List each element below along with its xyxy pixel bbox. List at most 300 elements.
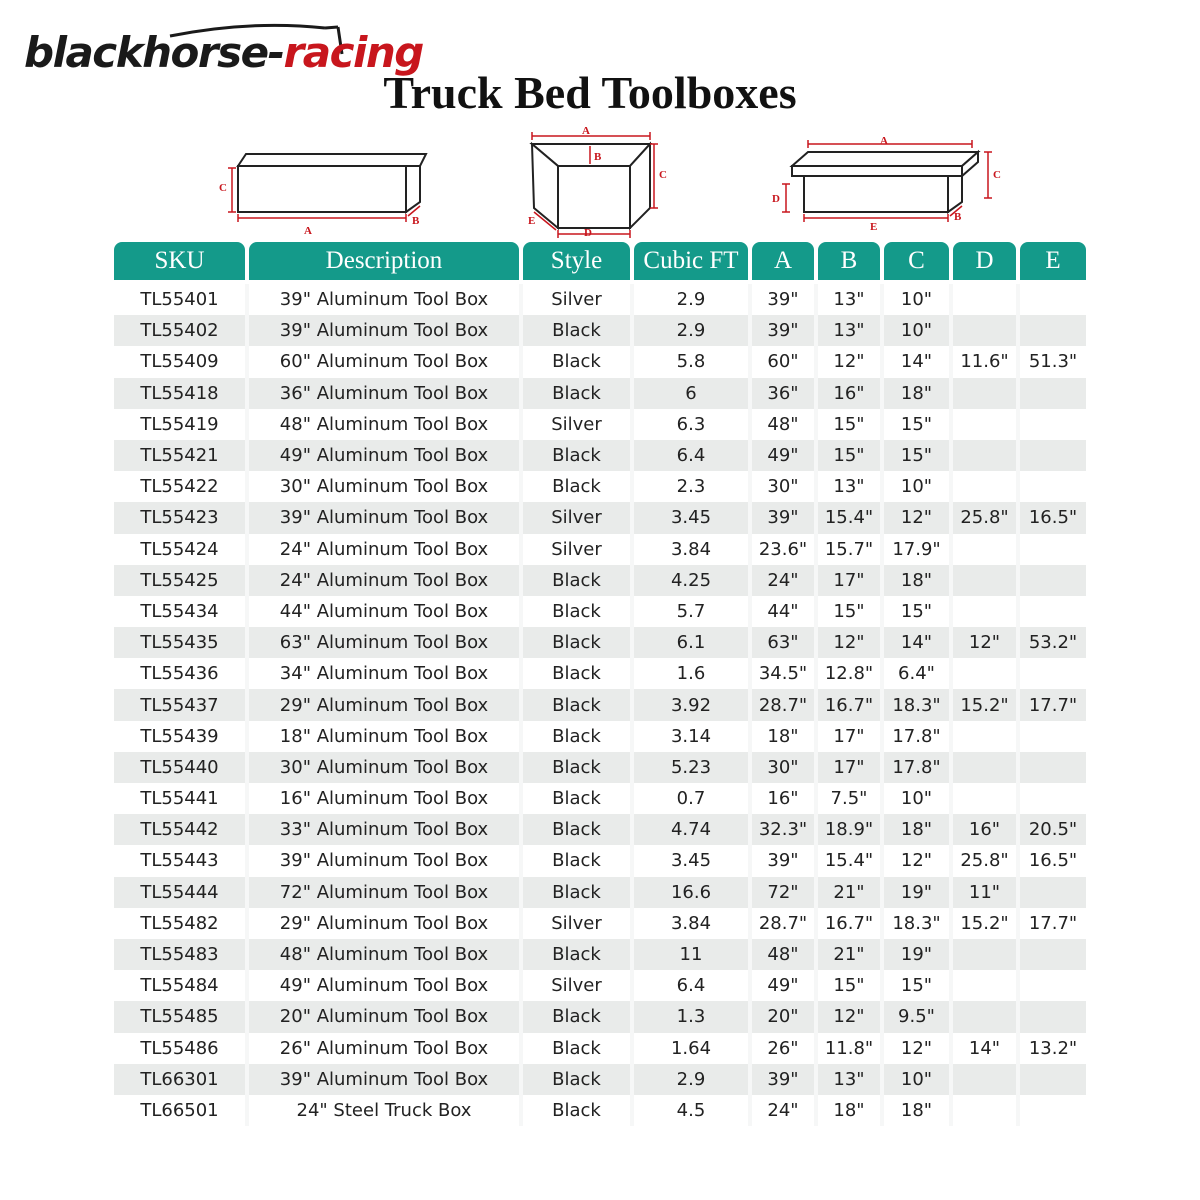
cell-e [1020,877,1086,908]
cell-a: 63" [752,627,818,658]
cell-c: 10" [884,284,953,315]
cell-style: Black [523,845,634,876]
page-title: Truck Bed Toolboxes [383,67,797,118]
table-row [114,814,1086,845]
cell-a: 32.3" [752,814,818,845]
cell-description: 29" Aluminum Tool Box [249,908,523,939]
table-row [114,689,1086,720]
diagram2-label-d: D [584,227,592,239]
cell-description: 20" Aluminum Tool Box [249,1001,523,1032]
table-row [114,783,1086,814]
cell-cubic-ft: 3.45 [634,502,752,533]
cell-a: 28.7" [752,689,818,720]
cell-sku: TL55424 [114,534,249,565]
diagram-wheelwell-box [766,132,1006,234]
diagram2-label-c: C [659,169,667,181]
column-header-e: E [1020,242,1086,280]
cell-a: 39" [752,1064,818,1095]
cell-e [1020,565,1086,596]
cell-a: 39" [752,284,818,315]
diagram3-label-d: D [772,193,780,205]
cell-c: 10" [884,315,953,346]
cell-b: 17" [818,752,884,783]
cell-c: 10" [884,783,953,814]
brand-name-dark: blackhorse- [24,28,284,77]
cell-style: Black [523,596,634,627]
cell-style: Black [523,565,634,596]
cell-a: 72" [752,877,818,908]
cell-sku: TL55435 [114,627,249,658]
diagram-standard-box [210,146,440,238]
cell-description: 34" Aluminum Tool Box [249,658,523,689]
cell-style: Black [523,814,634,845]
table-row [114,1095,1086,1126]
cell-b: 16" [818,378,884,409]
cell-e [1020,1064,1086,1095]
cell-cubic-ft: 5.8 [634,346,752,377]
table-body [114,284,1086,1126]
cell-sku: TL55421 [114,440,249,471]
cell-style: Black [523,939,634,970]
cell-b: 16.7" [818,689,884,720]
cell-a: 39" [752,502,818,533]
table-row [114,721,1086,752]
cell-e [1020,1095,1086,1126]
cell-b: 21" [818,939,884,970]
cell-b: 15.4" [818,845,884,876]
cell-e: 51.3" [1028,351,1078,373]
table-row [114,845,1086,876]
cell-sku: TL55443 [114,845,249,876]
cell-e [1020,721,1086,752]
cell-e: 17.7" [1028,694,1078,716]
cell-b: 15" [818,970,884,1001]
diagram3-label-c: C [993,169,1001,181]
cell-style: Black [523,1033,634,1064]
table-row [114,596,1086,627]
cell-style: Silver [523,970,634,1001]
cell-style: Black [523,783,634,814]
diagram-chest-box [522,124,672,240]
cell-description: 63" Aluminum Tool Box [249,627,523,658]
cell-a: 44" [752,596,818,627]
cell-c: 10" [884,471,953,502]
cell-c: 15" [884,409,953,440]
cell-cubic-ft: 3.84 [634,534,752,565]
cell-sku: TL55442 [114,814,249,845]
cell-style: Black [523,440,634,471]
cell-cubic-ft: 0.7 [634,783,752,814]
cell-a: 34.5" [752,658,818,689]
cell-b: 18" [818,1095,884,1126]
cell-d [953,440,1020,471]
cell-e: 53.2" [1028,632,1078,654]
cell-description: 39" Aluminum Tool Box [249,284,523,315]
cell-cubic-ft: 5.23 [634,752,752,783]
cell-e: 20.5" [1028,819,1078,841]
cell-cubic-ft: 11 [634,939,752,970]
cell-d: 16" [953,814,1020,845]
cell-description: 33" Aluminum Tool Box [249,814,523,845]
diagram3-label-b: B [954,211,962,223]
table-row [114,658,1086,689]
cell-c: 9.5" [884,1001,953,1032]
cell-d [953,284,1020,315]
cell-sku: TL66301 [114,1064,249,1095]
cell-cubic-ft: 6.4 [634,440,752,471]
cell-style: Silver [523,534,634,565]
diagram1-label-b: B [412,215,420,227]
cell-c: 18" [884,378,953,409]
diagram2-label-e: E [528,215,536,227]
cell-description: 44" Aluminum Tool Box [249,596,523,627]
cell-b: 13" [818,1064,884,1095]
cell-a: 49" [752,440,818,471]
cell-d [953,783,1020,814]
table-row [114,315,1086,346]
cell-a: 60" [752,346,818,377]
cell-d [953,939,1020,970]
cell-cubic-ft: 6.3 [634,409,752,440]
cell-style: Black [523,315,634,346]
cell-description: 30" Aluminum Tool Box [249,752,523,783]
cell-cubic-ft: 3.45 [634,845,752,876]
cell-a: 28.7" [752,908,818,939]
cell-style: Silver [523,409,634,440]
cell-d [953,721,1020,752]
cell-cubic-ft: 2.9 [634,315,752,346]
column-header-cubic-ft: Cubic FT [634,242,748,280]
cell-sku: TL55409 [114,346,249,377]
cell-b: 11.8" [818,1033,884,1064]
diagram1-label-a: A [304,225,312,237]
cell-style: Black [523,378,634,409]
cell-b: 12" [818,627,884,658]
cell-d [953,752,1020,783]
cell-e [1020,658,1086,689]
cell-cubic-ft: 6.4 [634,970,752,1001]
cell-c: 18" [884,565,953,596]
cell-style: Silver [523,908,634,939]
cell-style: Silver [523,284,634,315]
cell-description: 36" Aluminum Tool Box [249,378,523,409]
cell-d: 14" [953,1033,1020,1064]
cell-cubic-ft: 4.74 [634,814,752,845]
cell-description: 72" Aluminum Tool Box [249,877,523,908]
table-row [114,877,1086,908]
cell-a: 23.6" [752,534,818,565]
column-header-style: Style [523,242,630,280]
cell-sku: TL55439 [114,721,249,752]
cell-description: 39" Aluminum Tool Box [249,1064,523,1095]
cell-description: 48" Aluminum Tool Box [249,409,523,440]
cell-sku: TL55436 [114,658,249,689]
cell-e [1020,783,1086,814]
cell-description: 39" Aluminum Tool Box [249,502,523,533]
cell-d: 11" [953,877,1020,908]
cell-d [953,378,1020,409]
cell-b: 15" [818,596,884,627]
cell-c: 17.8" [884,721,953,752]
cell-e: 16.5" [1028,850,1078,872]
cell-d: 25.8" [953,845,1020,876]
cell-cubic-ft: 4.5 [634,1095,752,1126]
cell-c: 14" [884,346,953,377]
table-row [114,939,1086,970]
cell-c: 18.3" [884,689,953,720]
cell-d: 15.2" [953,908,1020,939]
table-row [114,627,1086,658]
cell-sku: TL55484 [114,970,249,1001]
diagram3-label-e: E [870,221,878,233]
cell-cubic-ft: 3.92 [634,689,752,720]
cell-b: 15" [818,409,884,440]
diagram2-label-a: A [582,125,590,137]
cell-description: 24" Aluminum Tool Box [249,565,523,596]
cell-cubic-ft: 16.6 [634,877,752,908]
cell-style: Silver [523,502,634,533]
cell-b: 13" [818,471,884,502]
diagram3-label-a: A [880,135,888,147]
cell-b: 7.5" [818,783,884,814]
cell-c: 17.8" [884,752,953,783]
cell-sku: TL55418 [114,378,249,409]
cell-d [953,409,1020,440]
diagram2-label-b: B [594,151,602,163]
cell-a: 26" [752,1033,818,1064]
cell-description: 39" Aluminum Tool Box [249,315,523,346]
cell-a: 24" [752,565,818,596]
table-row [114,1064,1086,1095]
column-header-d: D [953,242,1016,280]
cell-description: 18" Aluminum Tool Box [249,721,523,752]
cell-sku: TL55444 [114,877,249,908]
column-header-c: C [884,242,949,280]
cell-d [953,315,1020,346]
cell-c: 17.9" [884,534,953,565]
table-row [114,378,1086,409]
cell-style: Black [523,1064,634,1095]
cell-b: 13" [818,284,884,315]
cell-a: 30" [752,471,818,502]
cell-c: 12" [884,1033,953,1064]
cell-sku: TL55434 [114,596,249,627]
cell-b: 12.8" [818,658,884,689]
cell-c: 19" [884,939,953,970]
cell-style: Black [523,658,634,689]
cell-sku: TL55483 [114,939,249,970]
cell-e: 13.2" [1028,1037,1078,1059]
cell-b: 15.4" [818,502,884,533]
cell-cubic-ft: 3.14 [634,721,752,752]
cell-c: 10" [884,1064,953,1095]
cell-sku: TL55425 [114,565,249,596]
cell-style: Black [523,1095,634,1126]
cell-b: 13" [818,315,884,346]
cell-a: 16" [752,783,818,814]
cell-e: 16.5" [1028,507,1078,529]
cell-sku: TL55423 [114,502,249,533]
cell-cubic-ft: 4.25 [634,565,752,596]
cell-sku: TL55437 [114,689,249,720]
cell-d [953,970,1020,1001]
cell-style: Black [523,627,634,658]
cell-d: 15.2" [953,689,1020,720]
cell-e [1020,970,1086,1001]
cell-style: Black [523,877,634,908]
cell-description: 49" Aluminum Tool Box [249,440,523,471]
cell-e [1020,1001,1086,1032]
cell-sku: TL55486 [114,1033,249,1064]
cell-style: Black [523,752,634,783]
cell-c: 15" [884,596,953,627]
cell-e [1020,596,1086,627]
cell-a: 30" [752,752,818,783]
cell-description: 24" Steel Truck Box [249,1095,523,1126]
cell-d: 12" [953,627,1020,658]
diagram1-label-c: C [219,182,227,194]
cell-b: 12" [818,1001,884,1032]
cell-sku: TL55440 [114,752,249,783]
column-header-b: B [818,242,880,280]
cell-cubic-ft: 6 [634,378,752,409]
cell-style: Black [523,471,634,502]
cell-cubic-ft: 2.9 [634,284,752,315]
cell-e [1020,378,1086,409]
cell-b: 17" [818,721,884,752]
table-row [114,565,1086,596]
table-row [114,534,1086,565]
table-row [114,908,1086,939]
cell-a: 48" [752,409,818,440]
cell-d [953,596,1020,627]
table-row [114,284,1086,315]
cell-description: 24" Aluminum Tool Box [249,534,523,565]
column-header-sku: SKU [114,242,245,280]
cell-cubic-ft: 2.9 [634,1064,752,1095]
table-row [114,502,1086,533]
cell-style: Black [523,1001,634,1032]
cell-b: 16.7" [818,908,884,939]
cell-b: 12" [818,346,884,377]
table-row [114,752,1086,783]
cell-description: 16" Aluminum Tool Box [249,783,523,814]
cell-c: 18" [884,1095,953,1126]
column-header-a: A [752,242,814,280]
cell-c: 19" [884,877,953,908]
cell-sku: TL55402 [114,315,249,346]
cell-description: 29" Aluminum Tool Box [249,689,523,720]
cell-a: 18" [752,721,818,752]
cell-b: 15" [818,440,884,471]
cell-a: 39" [752,315,818,346]
cell-sku: TL55485 [114,1001,249,1032]
cell-a: 39" [752,845,818,876]
cell-cubic-ft: 1.64 [634,1033,752,1064]
table-row [114,1001,1086,1032]
cell-description: 26" Aluminum Tool Box [249,1033,523,1064]
cell-cubic-ft: 6.1 [634,627,752,658]
cell-cubic-ft: 5.7 [634,596,752,627]
cell-c: 14" [884,627,953,658]
cell-cubic-ft: 1.3 [634,1001,752,1032]
cell-description: 48" Aluminum Tool Box [249,939,523,970]
cell-b: 17" [818,565,884,596]
cell-a: 48" [752,939,818,970]
cell-c: 12" [884,845,953,876]
table-row [114,1033,1086,1064]
cell-style: Black [523,346,634,377]
cell-d: 25.8" [953,502,1020,533]
cell-cubic-ft: 3.84 [634,908,752,939]
cell-a: 49" [752,970,818,1001]
cell-d [953,565,1020,596]
spec-table [114,242,1086,1126]
cell-sku: TL55482 [114,908,249,939]
cell-d [953,658,1020,689]
cell-description: 49" Aluminum Tool Box [249,970,523,1001]
cell-a: 20" [752,1001,818,1032]
cell-cubic-ft: 1.6 [634,658,752,689]
cell-e: 17.7" [1028,912,1078,934]
cell-b: 21" [818,877,884,908]
cell-e [1020,939,1086,970]
cell-sku: TL66501 [114,1095,249,1126]
table-row [114,346,1086,377]
cell-d [953,1095,1020,1126]
cell-a: 36" [752,378,818,409]
table-row [114,409,1086,440]
cell-c: 12" [884,502,953,533]
cell-e [1020,752,1086,783]
table-row [114,970,1086,1001]
cell-cubic-ft: 2.3 [634,471,752,502]
cell-e [1020,284,1086,315]
cell-b: 18.9" [818,814,884,845]
cell-d [953,1001,1020,1032]
cell-d [953,534,1020,565]
cell-d [953,1064,1020,1095]
cell-c: 6.4" [884,658,953,689]
cell-description: 60" Aluminum Tool Box [249,346,523,377]
table-row [114,440,1086,471]
cell-c: 15" [884,440,953,471]
cell-sku: TL55422 [114,471,249,502]
cell-a: 24" [752,1095,818,1126]
brand-name-red: racing [283,28,423,77]
cell-style: Black [523,721,634,752]
cell-sku: TL55419 [114,409,249,440]
column-header-description: Description [249,242,519,280]
cell-e [1020,440,1086,471]
cell-e [1020,534,1086,565]
table-row [114,471,1086,502]
cell-style: Black [523,689,634,720]
cell-sku: TL55401 [114,284,249,315]
cell-c: 18.3" [884,908,953,939]
cell-description: 30" Aluminum Tool Box [249,471,523,502]
cell-d [953,471,1020,502]
cell-b: 15.7" [818,534,884,565]
cell-d: 11.6" [953,346,1020,377]
cell-e [1020,315,1086,346]
cell-e [1020,409,1086,440]
table-header [114,242,1086,280]
cell-e [1020,471,1086,502]
cell-sku: TL55441 [114,783,249,814]
cell-c: 18" [884,814,953,845]
cell-c: 15" [884,970,953,1001]
